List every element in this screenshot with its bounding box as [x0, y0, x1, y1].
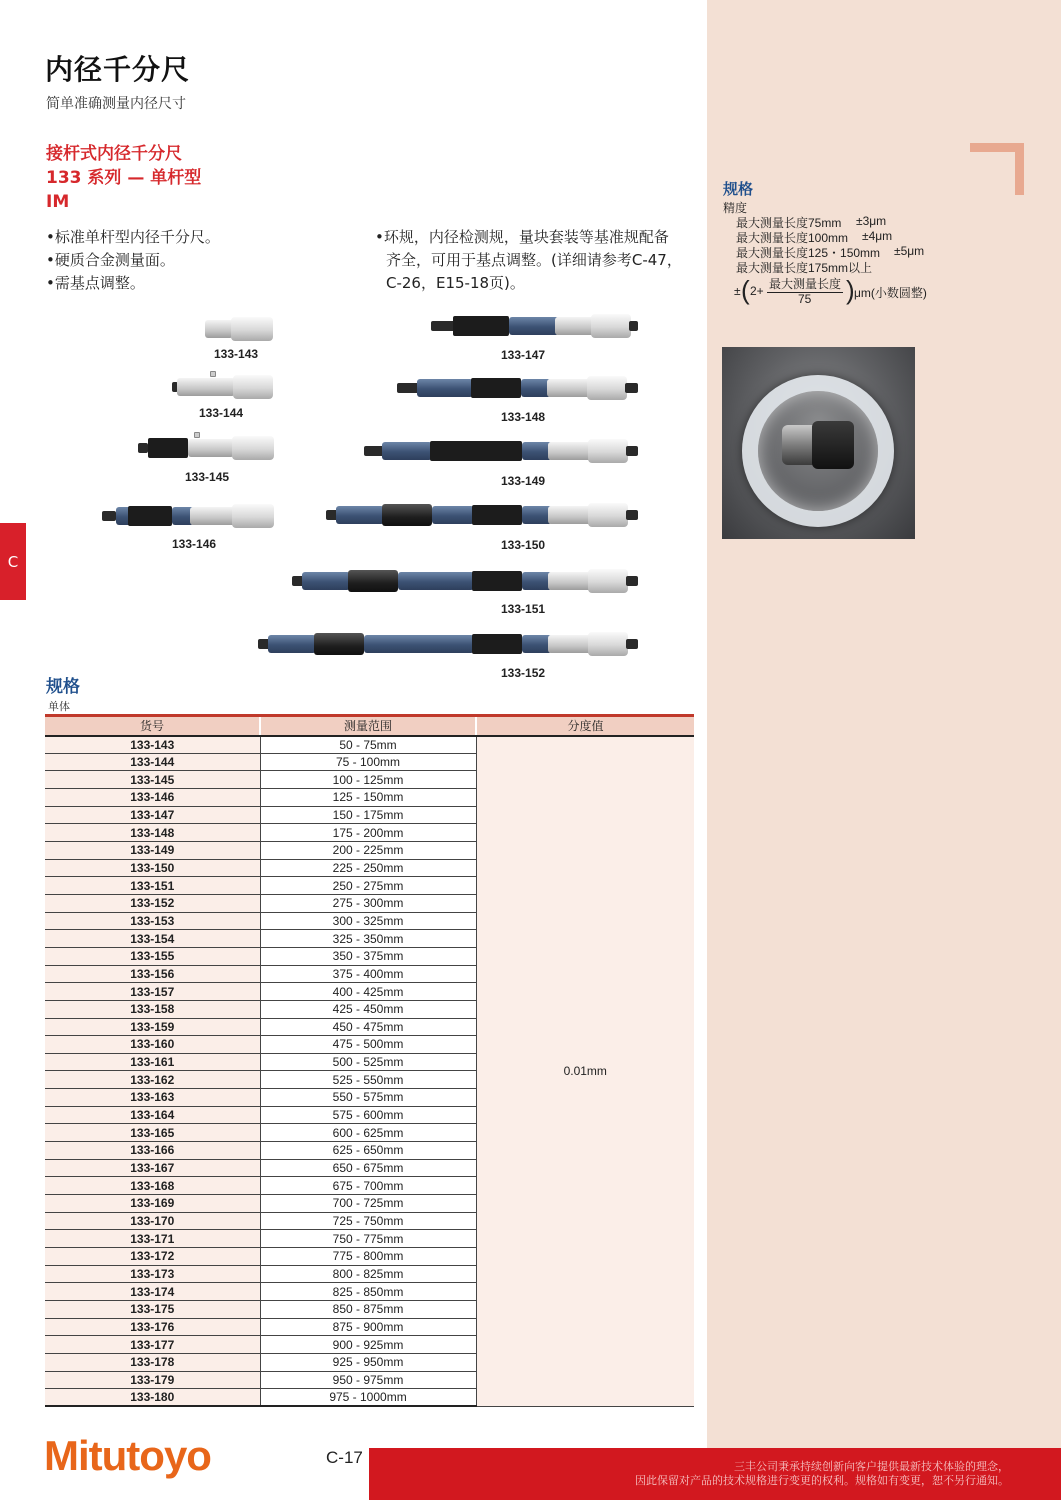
feature-item: •环规，内径检测规，量块套装等基准规配备: [375, 228, 669, 246]
range-cell: 850 - 875mm: [260, 1301, 476, 1319]
model-cell: 133-155: [45, 947, 260, 965]
range-cell: 500 - 525mm: [260, 1053, 476, 1071]
model-cell: 133-163: [45, 1089, 260, 1107]
formula-two: 2+: [750, 284, 764, 298]
model-cell: 133-149: [45, 841, 260, 859]
formula-close-paren: ): [846, 275, 855, 305]
range-cell: 425 - 450mm: [260, 1000, 476, 1018]
range-cell: 550 - 575mm: [260, 1089, 476, 1107]
range-cell: 375 - 400mm: [260, 965, 476, 983]
model-cell: 133-170: [45, 1212, 260, 1230]
micrometer-image: [102, 504, 276, 528]
model-cell: 133-159: [45, 1018, 260, 1036]
micrometer-label: 133-151: [501, 602, 546, 616]
range-cell: 925 - 950mm: [260, 1353, 476, 1371]
page-number: C-17: [326, 1448, 363, 1467]
product-name: 接杆式内径千分尺: [46, 144, 182, 164]
column-header-model: 货号: [45, 716, 260, 736]
range-cell: 725 - 750mm: [260, 1212, 476, 1230]
model-cell: 133-145: [45, 771, 260, 789]
model-cell: 133-150: [45, 859, 260, 877]
range-cell: 75 - 100mm: [260, 753, 476, 771]
spec-unit-note: 单体: [48, 700, 70, 713]
micrometer-label: 133-150: [501, 538, 546, 552]
micrometer-image: [431, 314, 638, 338]
model-cell: 133-162: [45, 1071, 260, 1089]
micrometer-image: [292, 569, 638, 593]
range-cell: 525 - 550mm: [260, 1071, 476, 1089]
range-cell: 150 - 175mm: [260, 806, 476, 824]
column-header-graduation: 分度值: [476, 716, 694, 736]
accuracy-line: 最大测量长度100mm: [736, 231, 849, 245]
range-cell: 900 - 925mm: [260, 1336, 476, 1354]
range-cell: 100 - 125mm: [260, 771, 476, 789]
model-cell: 133-176: [45, 1318, 260, 1336]
micrometer-image: [397, 376, 638, 400]
formula-denominator: 75: [798, 292, 812, 306]
model-cell: 133-174: [45, 1283, 260, 1301]
model-cell: 133-165: [45, 1124, 260, 1142]
range-cell: 300 - 325mm: [260, 912, 476, 930]
model-cell: 133-151: [45, 877, 260, 895]
range-cell: 875 - 900mm: [260, 1318, 476, 1336]
model-cell: 133-152: [45, 894, 260, 912]
range-cell: 400 - 425mm: [260, 983, 476, 1001]
brand-logo: Mitutoyo: [44, 1432, 211, 1479]
model-cell: 133-154: [45, 930, 260, 948]
range-cell: 175 - 200mm: [260, 824, 476, 842]
micrometer-image: [364, 439, 638, 463]
range-cell: 650 - 675mm: [260, 1159, 476, 1177]
range-cell: 350 - 375mm: [260, 947, 476, 965]
range-cell: 275 - 300mm: [260, 894, 476, 912]
model-cell: 133-153: [45, 912, 260, 930]
range-cell: 950 - 975mm: [260, 1371, 476, 1389]
page-title: 内径千分尺: [45, 53, 191, 86]
feature-item: •硬质合金测量面。: [46, 251, 175, 269]
model-cell: 133-169: [45, 1195, 260, 1213]
micrometer-label: 133-152: [501, 666, 546, 680]
range-cell: 50 - 75mm: [260, 736, 476, 754]
accuracy-line: 最大测量长度175mm以上: [736, 261, 873, 275]
range-cell: 475 - 500mm: [260, 1036, 476, 1054]
formula-prefix: ±: [734, 284, 741, 298]
model-cell: 133-171: [45, 1230, 260, 1248]
range-cell: 675 - 700mm: [260, 1177, 476, 1195]
model-cell: 133-177: [45, 1336, 260, 1354]
footer-note: 三丰公司秉承持续创新向客户提供最新技术体验的理念，: [734, 1460, 1009, 1473]
accuracy-value: ±3μm: [856, 214, 887, 228]
micrometer-image: [205, 317, 275, 341]
micrometer-label: 133-146: [172, 537, 217, 551]
accuracy-value: ±4μm: [862, 229, 893, 243]
micrometer-image: [172, 375, 276, 399]
range-cell: 700 - 725mm: [260, 1195, 476, 1213]
model-cell: 133-158: [45, 1000, 260, 1018]
range-cell: 225 - 250mm: [260, 859, 476, 877]
model-cell: 133-180: [45, 1389, 260, 1407]
model-cell: 133-179: [45, 1371, 260, 1389]
feature-item-continued: C-26，E15-18页)。: [386, 274, 525, 292]
product-series: 133 系列 — 单杆型: [46, 168, 202, 188]
micrometer-image: [258, 632, 638, 656]
spec-table: [45, 714, 694, 1407]
range-cell: 600 - 625mm: [260, 1124, 476, 1142]
accuracy-line: 最大测量长度75mm: [736, 216, 842, 230]
feature-item: •标准单杆型内径千分尺。: [46, 228, 220, 246]
range-cell: 750 - 775mm: [260, 1230, 476, 1248]
micrometer-label: 133-143: [214, 347, 259, 361]
sidebar-spec-title: 规格: [723, 180, 754, 198]
model-cell: 133-167: [45, 1159, 260, 1177]
spec-section-title: 规格: [46, 677, 80, 697]
range-cell: 125 - 150mm: [260, 788, 476, 806]
feature-item: •需基点调整。: [46, 274, 145, 292]
model-cell: 133-173: [45, 1265, 260, 1283]
formula-open-paren: (: [741, 275, 750, 305]
table-header-row: [45, 716, 694, 736]
model-cell: 133-147: [45, 806, 260, 824]
range-cell: 575 - 600mm: [260, 1106, 476, 1124]
micrometer-grip: [812, 421, 854, 469]
range-cell: 825 - 850mm: [260, 1283, 476, 1301]
micrometer-label: 133-147: [501, 348, 546, 362]
accuracy-line: 最大测量长度125・150mm: [736, 246, 881, 260]
range-cell: 800 - 825mm: [260, 1265, 476, 1283]
table-row: [45, 736, 694, 754]
page-subtitle: 简单准确测量内径尺寸: [46, 96, 186, 112]
model-cell: 133-166: [45, 1142, 260, 1160]
formula-suffix: μm(小数圆整): [854, 286, 927, 300]
micrometer-label: 133-149: [501, 474, 546, 488]
range-cell: 450 - 475mm: [260, 1018, 476, 1036]
model-cell: 133-160: [45, 1036, 260, 1054]
micrometer-label: 133-144: [199, 406, 244, 420]
corner-bracket-mark: [970, 143, 1024, 195]
feature-list-right: [375, 226, 697, 295]
range-cell: 775 - 800mm: [260, 1248, 476, 1266]
model-cell: 133-156: [45, 965, 260, 983]
feature-list-left: [46, 226, 220, 295]
model-cell: 133-178: [45, 1353, 260, 1371]
model-cell: 133-148: [45, 824, 260, 842]
micrometer-label: 133-148: [501, 410, 546, 424]
accuracy-value: ±5μm: [894, 244, 925, 258]
graduation-cell: 0.01mm: [476, 736, 694, 1407]
model-cell: 133-175: [45, 1301, 260, 1319]
accuracy-label: 精度: [723, 201, 748, 215]
model-cell: 133-168: [45, 1177, 260, 1195]
model-cell: 133-161: [45, 1053, 260, 1071]
section-tab[interactable]: C: [0, 523, 26, 600]
footer-note: 因此保留对产品的技术规格进行变更的权利。规格如有变更，恕不另行通知。: [635, 1474, 1009, 1487]
micrometer-image: [138, 436, 276, 460]
column-header-range: 测量范围: [260, 716, 476, 736]
model-cell: 133-146: [45, 788, 260, 806]
feature-item-continued: 齐全，可用于基点调整。(详细请参考C-47，: [386, 251, 682, 269]
range-cell: 625 - 650mm: [260, 1142, 476, 1160]
range-cell: 325 - 350mm: [260, 930, 476, 948]
formula-numerator: 最大测量长度: [769, 277, 842, 291]
model-cell: 133-143: [45, 736, 260, 754]
range-cell: 250 - 275mm: [260, 877, 476, 895]
model-cell: 133-157: [45, 983, 260, 1001]
model-cell: 133-144: [45, 753, 260, 771]
model-cell: 133-164: [45, 1106, 260, 1124]
ring-gauge-photo: [722, 347, 915, 539]
product-code: IM: [46, 192, 70, 212]
range-cell: 975 - 1000mm: [260, 1389, 476, 1407]
micrometer-image: [326, 503, 638, 527]
model-cell: 133-172: [45, 1248, 260, 1266]
micrometer-label: 133-145: [185, 470, 230, 484]
range-cell: 200 - 225mm: [260, 841, 476, 859]
